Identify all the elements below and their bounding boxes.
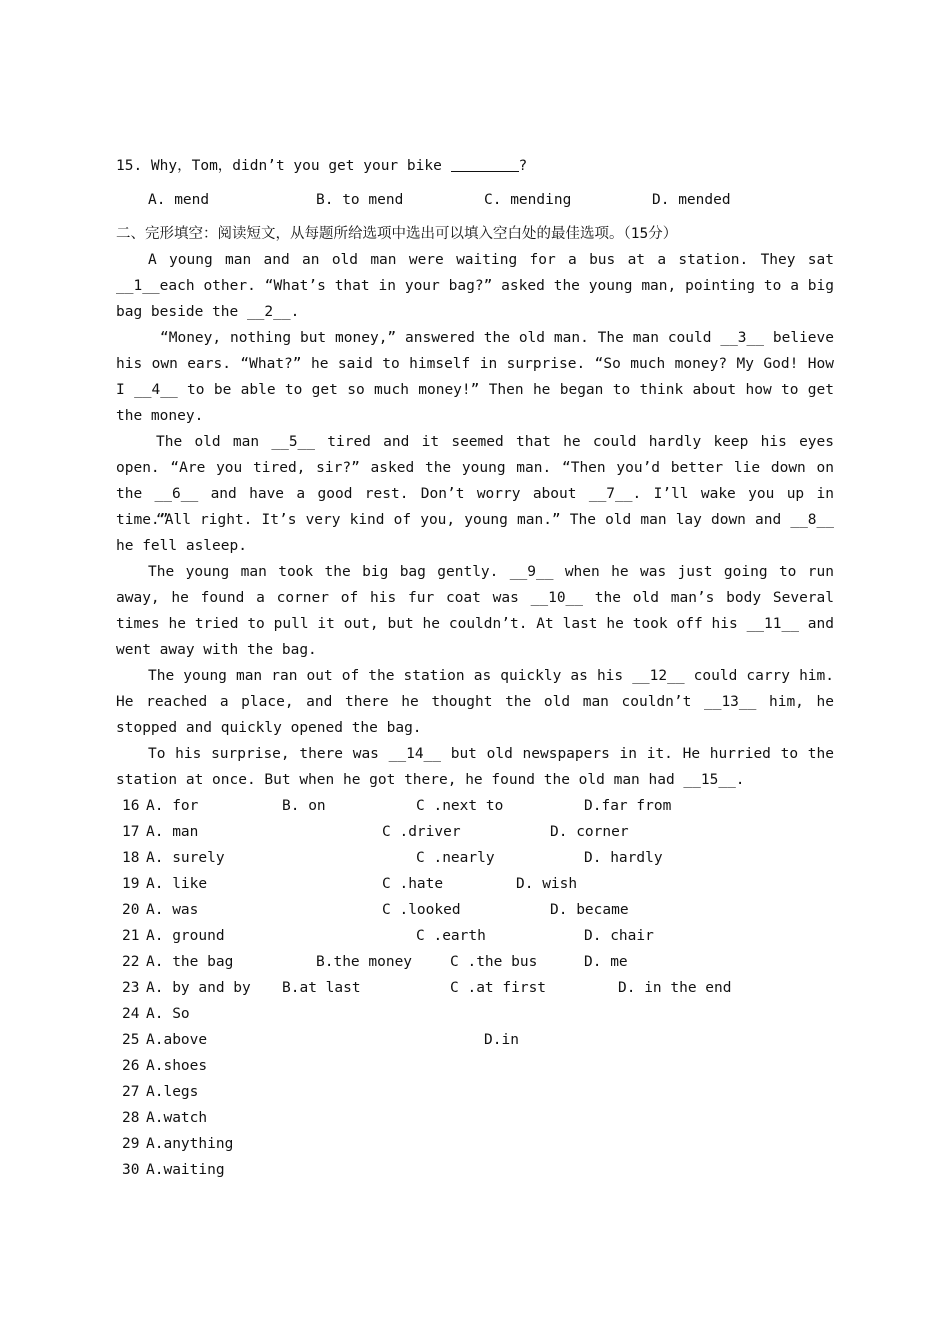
option-c: C .hate <box>382 876 444 892</box>
option-a: A.waiting <box>146 1162 225 1178</box>
option-row-28 <box>122 1105 842 1131</box>
option-row-21 <box>122 923 842 949</box>
section-heading: 二、完形填空：阅读短文，从每题所给选项中选出可以填入空白处的最佳选项。（15分） <box>116 226 678 242</box>
option-a: A.shoes <box>146 1058 208 1074</box>
option-row-29 <box>122 1131 842 1157</box>
question-number: 30 <box>122 1162 140 1178</box>
option-d: D. hardly <box>584 850 663 866</box>
option-d: D.far from <box>584 798 672 814</box>
passage-paragraph-5: The young man took the big bag gently. __9__ when he was just going to run away, he found a corner of his fur coat was __10__ the old man’s body Several times he tried to pull it out, but he couldn’t. At last he took off his __11__ and went away with the bag. <box>116 564 834 658</box>
question-number: 28 <box>122 1110 140 1126</box>
question-number: 23 <box>122 980 140 996</box>
option-d: D. became <box>550 902 629 918</box>
question-15-mark: ? <box>518 158 528 174</box>
option-row-26 <box>122 1053 842 1079</box>
passage-paragraph-7: To his surprise, there was __14__ but old newspapers in it. He hurried to the station at once. But when he got there, he found the old man had __15__. <box>116 746 834 788</box>
question-number: 27 <box>122 1084 140 1100</box>
option-b: B.at last <box>282 980 361 996</box>
option-row-18 <box>122 845 842 871</box>
option-c: C .at first <box>450 980 547 996</box>
option-a: A. for <box>146 798 199 814</box>
option-a: A.anything <box>146 1136 234 1152</box>
question-number: 20 <box>122 902 140 918</box>
option-d: D. in the end <box>618 980 732 996</box>
option-a: A. was <box>146 902 199 918</box>
question-number: 21 <box>122 928 140 944</box>
passage-paragraph-6: The young man ran out of the station as quickly as his __12__ could carry him. He reached a place, and there he thought the old man couldn’t __13__ him, he stopped and quickly opened the bag. <box>116 668 834 736</box>
option-a: A. by and by <box>146 980 251 996</box>
option-row-16 <box>122 793 842 819</box>
option-a: A. like <box>146 876 208 892</box>
option-a: A. ground <box>146 928 225 944</box>
question-number: 24 <box>122 1006 140 1022</box>
option-a: A.legs <box>146 1084 199 1100</box>
option-a: A.watch <box>146 1110 208 1126</box>
option-c: C .earth <box>416 928 486 944</box>
option-a: A. the bag <box>146 954 234 970</box>
option-row-19 <box>122 871 842 897</box>
option-a: A. man <box>146 824 199 840</box>
question-number: 26 <box>122 1058 140 1074</box>
passage-paragraph-4: “All right. It’s very kind of you, young man.” The old man lay down and __8__ he fell asleep. <box>116 512 834 554</box>
option-d: D. wish <box>516 876 578 892</box>
option-d: D.in <box>484 1032 519 1048</box>
passage-paragraph-2: “Money, nothing but money,” answered the old man. The man could __3__ believe his own ears. “What?” he said to himself in surprise. “So much money? My God! How I __4__ to be able to get so much money!” Then he began to think about how to get the money. <box>116 330 834 424</box>
question-number: 25 <box>122 1032 140 1048</box>
passage-paragraph-3: The old man __5__ tired and it seemed that he could hardly keep his eyes open. “Are you tired, sir?” asked the young man. “Then you’d better lie down on the __6__ and have a good rest. Don’t worry about __7__. I’ll wake you up in time.” <box>116 434 834 528</box>
answer-blank <box>451 157 519 172</box>
option-c: C .nearly <box>416 850 495 866</box>
option-b: B. on <box>282 798 326 814</box>
option-d: D. corner <box>550 824 629 840</box>
question-number: 17 <box>122 824 140 840</box>
option-row-23 <box>122 975 842 1001</box>
option-c: C .the bus <box>450 954 538 970</box>
q15-option-a: A. mend <box>148 192 210 208</box>
option-row-30 <box>122 1157 842 1183</box>
option-c: C .driver <box>382 824 461 840</box>
option-c: C .looked <box>382 902 461 918</box>
q15-option-b: B. to mend <box>316 192 404 208</box>
option-c: C .next to <box>416 798 504 814</box>
option-a: A.above <box>146 1032 208 1048</box>
q15-option-d: D. mended <box>652 192 731 208</box>
question-number: 18 <box>122 850 140 866</box>
option-row-24 <box>122 1001 842 1027</box>
passage-paragraph-1: A young man and an old man were waiting for a bus at a station. They sat __1__each other. “What’s that in your bag?” asked the young man, pointing to a big bag beside the __2__. <box>116 252 834 320</box>
option-row-25 <box>122 1027 842 1053</box>
q15-option-c: C. mending <box>484 192 572 208</box>
option-a: A. So <box>146 1006 190 1022</box>
question-number: 29 <box>122 1136 140 1152</box>
option-row-22 <box>122 949 842 975</box>
option-d: D. chair <box>584 928 654 944</box>
option-row-17 <box>122 819 842 845</box>
option-b: B.the money <box>316 954 413 970</box>
question-15-text: 15. Why，Tom，didn’t you get your bike <box>116 158 451 174</box>
question-number: 16 <box>122 798 140 814</box>
option-row-27 <box>122 1079 842 1105</box>
option-a: A. surely <box>146 850 225 866</box>
option-d: D. me <box>584 954 628 970</box>
question-number: 22 <box>122 954 140 970</box>
question-15-stem <box>116 156 527 176</box>
question-number: 19 <box>122 876 140 892</box>
option-row-20 <box>122 897 842 923</box>
